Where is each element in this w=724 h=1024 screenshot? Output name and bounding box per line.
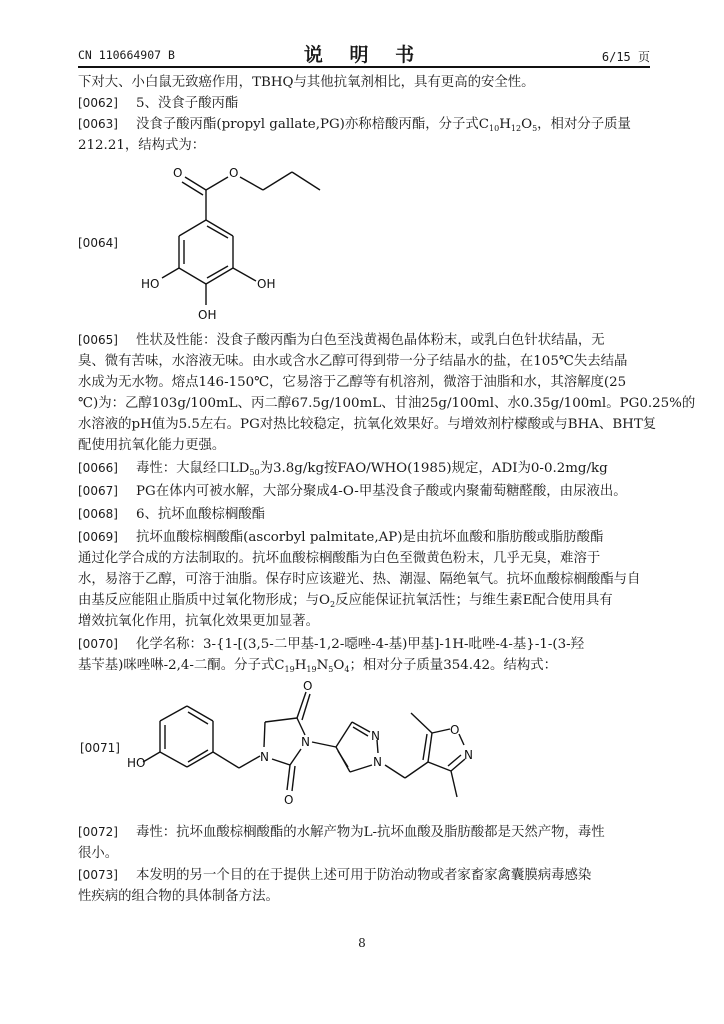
atom-ho: HO bbox=[127, 756, 146, 770]
atom-o-carbonyl: O bbox=[173, 166, 183, 180]
page-number: 8 bbox=[358, 936, 366, 950]
paragraph-number: [0069] bbox=[78, 530, 118, 544]
atom-n3: N bbox=[301, 735, 310, 749]
paragraph-0068 bbox=[78, 504, 650, 525]
paragraph-0069: [0069] 抗坏血酸棕榈酸酯(ascorbyl palmitate,AP)是由抗坏血酸和脂肪酸或脂肪酸酯 bbox=[78, 527, 650, 548]
atom-o-bottom: O bbox=[284, 793, 294, 807]
paragraph-number-0071: [0071] bbox=[80, 741, 120, 755]
patent-number: CN 110664907 B bbox=[78, 48, 175, 62]
paragraph-0070: [0070] 化学名称：3-{1-[(3,5-二甲基-1,2-噁唑-4-基)甲基]-1H-吡唑-4-基}-1-(3-羟 bbox=[78, 634, 650, 655]
paragraph-number: [0067] bbox=[78, 484, 118, 498]
paragraph-0072: [0072] 毒性：抗坏血酸棕榈酸酯的水解产物为L-抗坏血酸及脂肪酸都是天然产物，毒性 bbox=[78, 822, 650, 843]
atom-ho-left: HO bbox=[141, 277, 160, 291]
paragraph-number: [0072] bbox=[78, 825, 118, 839]
propyl-gallate-structure bbox=[0, 0, 724, 340]
paragraph-number: [0066] bbox=[78, 461, 118, 475]
paragraph-number: [0063] bbox=[78, 117, 118, 131]
paragraph-number: [0062] bbox=[78, 96, 118, 110]
section-heading: 6、抗坏血酸棕榈酸酯 bbox=[136, 507, 266, 522]
paragraph-number: [0070] bbox=[78, 637, 118, 651]
paragraph-number: [0073] bbox=[78, 868, 118, 882]
imidazolidinedione-structure bbox=[0, 670, 724, 820]
paragraph-number: [0065] bbox=[78, 333, 118, 347]
paragraph-number: [0068] bbox=[78, 507, 118, 521]
section-heading: 5、没食子酸丙酯 bbox=[136, 96, 239, 111]
atom-oh-bottom: OH bbox=[198, 308, 217, 322]
atom-o-top: O bbox=[303, 679, 313, 693]
page-indicator: 6/15 页 bbox=[601, 50, 650, 64]
atom-pyrazole-n1: N bbox=[373, 755, 382, 769]
atom-n1: N bbox=[260, 750, 269, 764]
atom-o-ester: O bbox=[229, 166, 239, 180]
paragraph-0063: [0063] 没食子酸丙酯(propyl gallate,PG)亦称棓酸丙酯，分子式$C_{10}H_{12}O_5$，相对分子质量 bbox=[78, 114, 650, 135]
atom-isoxazole-n: N bbox=[464, 748, 473, 762]
paragraph-0066: [0066] 毒性：大鼠经口$LD_{50}$为3.8g/kg按FAO/WHO(1985)规定，ADI为0-0.2mg/kg bbox=[78, 458, 650, 479]
intro-line: 下对大、小白鼠无致癌作用，TBHQ与其他抗氧剂相比，具有更高的安全性。 bbox=[78, 75, 535, 90]
paragraph-number-0064: [0064] bbox=[78, 236, 118, 250]
document-body-2: [0065] 性状及性能：没食子酸丙酯为白色至浅黄褐色晶体粉末，或乳白色针状结晶，无 臭、微有苦味，水溶液无味。由水或含水乙醇可得到带一分子结晶水的盐，在105℃失去结晶 水成为无水物。熔点146-150℃，它易溶于乙醇等有机溶剂，微溶于油脂和水，其溶解度(25 ℃)为：乙醇103g/100mL、丙二醇67.5g/100mL、甘油25g/100ml、水0.35g/100ml。PG0.25%的 水溶液的pH值为5.5左右。PG对热比较稳定，抗氧化效果好。与增效剂柠檬酸或与BHA、BHT复 配使用抗氧化能力更强。 [0066] 毒性：大鼠经口$LD_{50}$为3.8g/kg按FAO/WHO(1985)规定，ADI为0-0.2mg/kg [0067] PG在体内可被水解，大部分聚成4-O-甲基没食子酸或内聚葡萄糖醛酸，由尿液出。 [0068] 6、抗坏血酸棕榈酸酯 [0069] 抗坏血酸棕榈酸酯(ascorbyl palmitate,AP)是由抗坏血酸和脂肪酸或脂肪酸酯 通过化学合成的方法制取的。抗坏血酸棕榈酸酯为白色至微黄色粉末，几乎无臭，难溶于 水，易溶于乙醇，可溶于油脂。保存时应该避光、热、潮湿、隔绝氧气。抗坏血酸棕榈酸酯与自 由基反应能阻止脂质中过氧化物形成；与$O_2$反应能保证抗氧活性；与维生素E配合使用具有 增效抗氧化作用，抗氧化效果更加显著。 [0070] 化学名称：3-{1-[(3,5-二甲基-1,2-噁唑-4-基)甲基]-1H-吡唑-4-基}-1-(3-羟 基苄基)咪唑啉-2,4-二酮。分子式$C_{19}H_{19}N_5O_4$；相对分子质量354.42。结构式： bbox=[78, 330, 650, 676]
paragraph-0065: [0065] 性状及性能：没食子酸丙酯为白色至浅黄褐色晶体粉末，或乳白色针状结晶，无 bbox=[78, 330, 650, 351]
paragraph-0067: [0067] PG在体内可被水解，大部分聚成4-O-甲基没食子酸或内聚葡萄糖醛酸，由尿液出。 bbox=[78, 481, 650, 502]
document-title: 说 明 书 bbox=[303, 44, 425, 66]
atom-pyrazole-n2: N bbox=[371, 729, 380, 743]
atom-oh-right: OH bbox=[257, 277, 276, 291]
paragraph-0063-cont: 212.21，结构式为： bbox=[78, 138, 206, 153]
atom-isoxazole-o: O bbox=[450, 723, 460, 737]
document-body-3: [0072] 毒性：抗坏血酸棕榈酸酯的水解产物为L-抗坏血酸及脂肪酸都是天然产物，毒性 很小。 [0073] 本发明的另一个目的在于提供上述可用于防治动物或者家畜家禽囊膜病毒感染 性疾病的组合物的具体制备方法。 bbox=[78, 822, 650, 907]
paragraph-0073: [0073] 本发明的另一个目的在于提供上述可用于防治动物或者家畜家禽囊膜病毒感染 bbox=[78, 865, 650, 886]
